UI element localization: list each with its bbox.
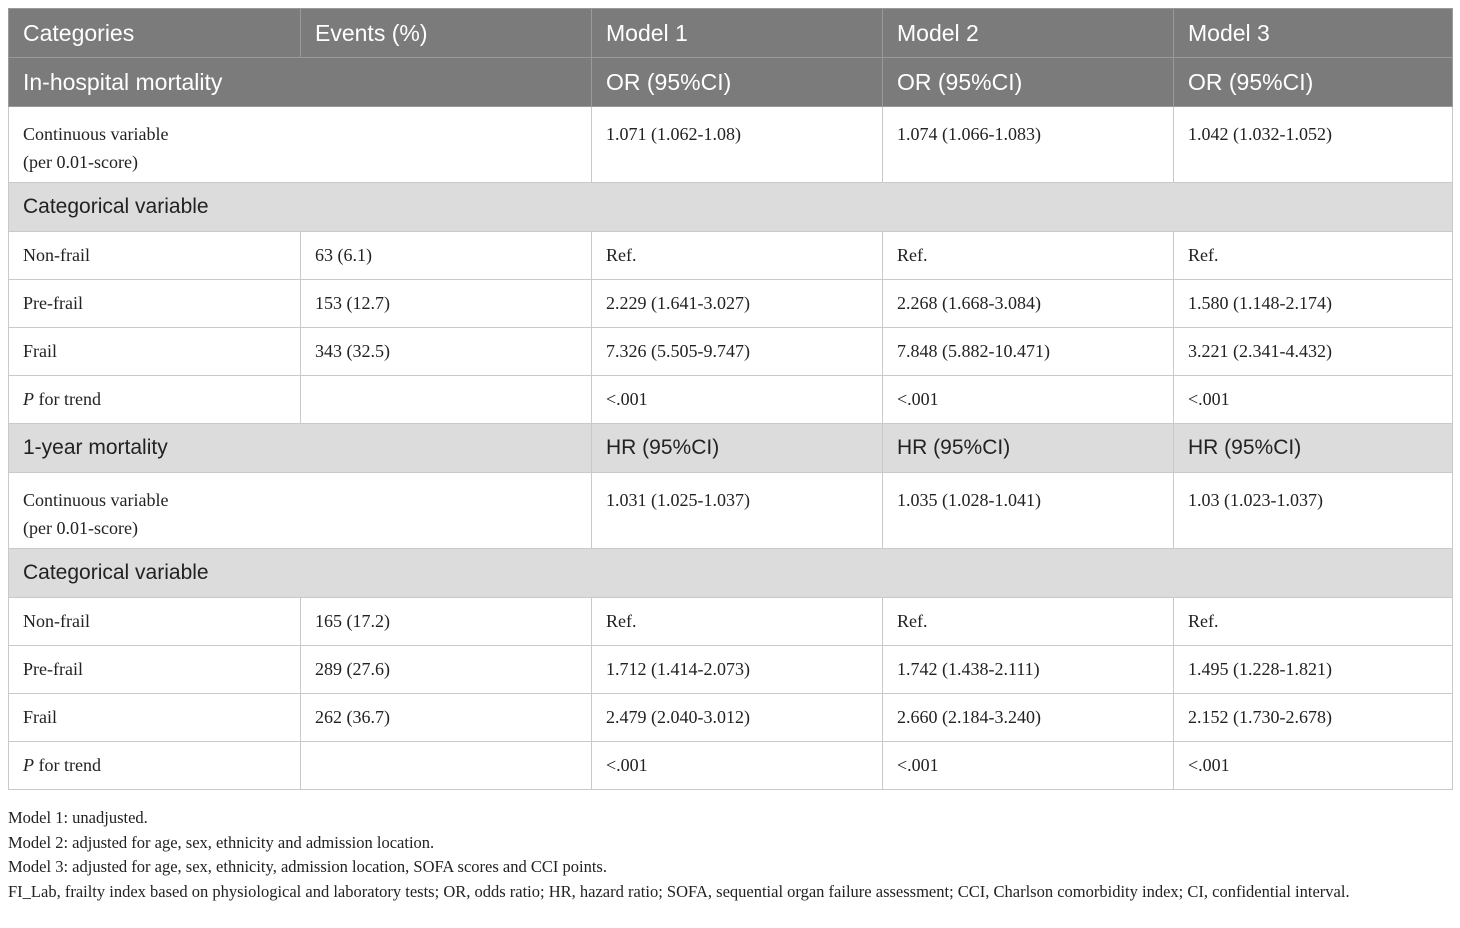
section-title: 1-year mortality (9, 424, 592, 473)
table-cell: <.001 (592, 376, 883, 424)
row-label: Pre-frail (9, 280, 301, 328)
measure-label: HR (95%CI) (592, 424, 883, 473)
row-label-line2: (per 0.01-score) (23, 518, 138, 538)
events-cell (301, 742, 592, 790)
table-row-continuous (9, 473, 1453, 549)
row-label (9, 376, 301, 424)
row-label (9, 107, 592, 183)
table-cell: 1.742 (1.438-2.111) (883, 646, 1174, 694)
measure-label: HR (95%CI) (883, 424, 1174, 473)
table-cell: 2.229 (1.641-3.027) (592, 280, 883, 328)
table-row-trend (9, 376, 1453, 424)
events-cell: 153 (12.7) (301, 280, 592, 328)
section-title: In-hospital mortality (9, 58, 592, 107)
header-model-1: Model 1 (592, 9, 883, 58)
p-symbol: P (23, 389, 34, 409)
trend-label: for trend (34, 389, 101, 409)
events-cell: 262 (36.7) (301, 694, 592, 742)
footnote: FI_Lab, frailty index based on physiological and laboratory tests; OR, odds ratio; HR, hazard ratio; SOFA, sequential organ failure assessment; CCI, Charlson comorbidity index; CI, confidential interval. (8, 881, 1350, 901)
row-label-line1: Continuous variable (23, 490, 169, 510)
table-cell: 3.221 (2.341-4.432) (1174, 328, 1453, 376)
events-cell: 165 (17.2) (301, 598, 592, 646)
table-cell: 1.712 (1.414-2.073) (592, 646, 883, 694)
table-cell: 1.031 (1.025-1.037) (592, 473, 883, 549)
subsection-row (9, 549, 1453, 598)
table-cell: 2.152 (1.730-2.678) (1174, 694, 1453, 742)
table-cell: 1.580 (1.148-2.174) (1174, 280, 1453, 328)
measure-label: OR (95%CI) (1174, 58, 1453, 107)
table-cell: <.001 (592, 742, 883, 790)
table-row-continuous (9, 107, 1453, 183)
row-label: Non-frail (9, 232, 301, 280)
row-label-line1: Continuous variable (23, 124, 169, 144)
footnote: Model 2: adjusted for age, sex, ethnicity and admission location. (8, 832, 435, 852)
table-cell: <.001 (1174, 376, 1453, 424)
section-header-1-year (9, 424, 1453, 473)
subsection-title: Categorical variable (9, 183, 1453, 232)
header-model-2: Model 2 (883, 9, 1174, 58)
table-cell: 1.042 (1.032-1.052) (1174, 107, 1453, 183)
table-cell: 1.071 (1.062-1.08) (592, 107, 883, 183)
events-cell (301, 376, 592, 424)
table-cell: Ref. (592, 232, 883, 280)
table-cell: 7.326 (5.505-9.747) (592, 328, 883, 376)
row-label (9, 742, 301, 790)
table-cell: Ref. (883, 598, 1174, 646)
footnote: Model 3: adjusted for age, sex, ethnicity, admission location, SOFA scores and CCI points. (8, 857, 607, 877)
table-row (9, 328, 1453, 376)
table-row (9, 694, 1453, 742)
section-header-in-hospital (9, 58, 1453, 107)
table-cell: <.001 (883, 742, 1174, 790)
header-model-3: Model 3 (1174, 9, 1453, 58)
table-cell: Ref. (1174, 232, 1453, 280)
table-cell: <.001 (1174, 742, 1453, 790)
results-table (8, 8, 1453, 790)
table-row (9, 280, 1453, 328)
events-cell: 63 (6.1) (301, 232, 592, 280)
table-row (9, 646, 1453, 694)
row-label-line2: (per 0.01-score) (23, 152, 138, 172)
table-cell: Ref. (883, 232, 1174, 280)
measure-label: OR (95%CI) (883, 58, 1174, 107)
table-cell: 2.660 (2.184-3.240) (883, 694, 1174, 742)
row-label: Frail (9, 694, 301, 742)
events-cell: 343 (32.5) (301, 328, 592, 376)
table-row (9, 232, 1453, 280)
measure-label: OR (95%CI) (592, 58, 883, 107)
measure-label: HR (95%CI) (1174, 424, 1453, 473)
p-symbol: P (23, 755, 34, 775)
subsection-row (9, 183, 1453, 232)
table-cell: 1.074 (1.066-1.083) (883, 107, 1174, 183)
trend-label: for trend (34, 755, 101, 775)
subsection-title: Categorical variable (9, 549, 1453, 598)
row-label: Frail (9, 328, 301, 376)
table-row-trend (9, 742, 1453, 790)
table-row (9, 598, 1453, 646)
table-cell: 1.035 (1.028-1.041) (883, 473, 1174, 549)
row-label (9, 473, 592, 549)
table-cell: Ref. (1174, 598, 1453, 646)
row-label: Pre-frail (9, 646, 301, 694)
header-categories: Categories (9, 9, 301, 58)
header-row (9, 9, 1453, 58)
table-cell: 1.495 (1.228-1.821) (1174, 646, 1453, 694)
table-cell: <.001 (883, 376, 1174, 424)
row-label: Non-frail (9, 598, 301, 646)
table-cell: 7.848 (5.882-10.471) (883, 328, 1174, 376)
header-events: Events (%) (301, 9, 592, 58)
events-cell: 289 (27.6) (301, 646, 592, 694)
table-footnotes (8, 806, 1452, 904)
table-cell: Ref. (592, 598, 883, 646)
footnote: Model 1: unadjusted. (8, 808, 148, 827)
table-cell: 2.479 (2.040-3.012) (592, 694, 883, 742)
results-table-container (8, 8, 1452, 790)
table-cell: 1.03 (1.023-1.037) (1174, 473, 1453, 549)
table-cell: 2.268 (1.668-3.084) (883, 280, 1174, 328)
